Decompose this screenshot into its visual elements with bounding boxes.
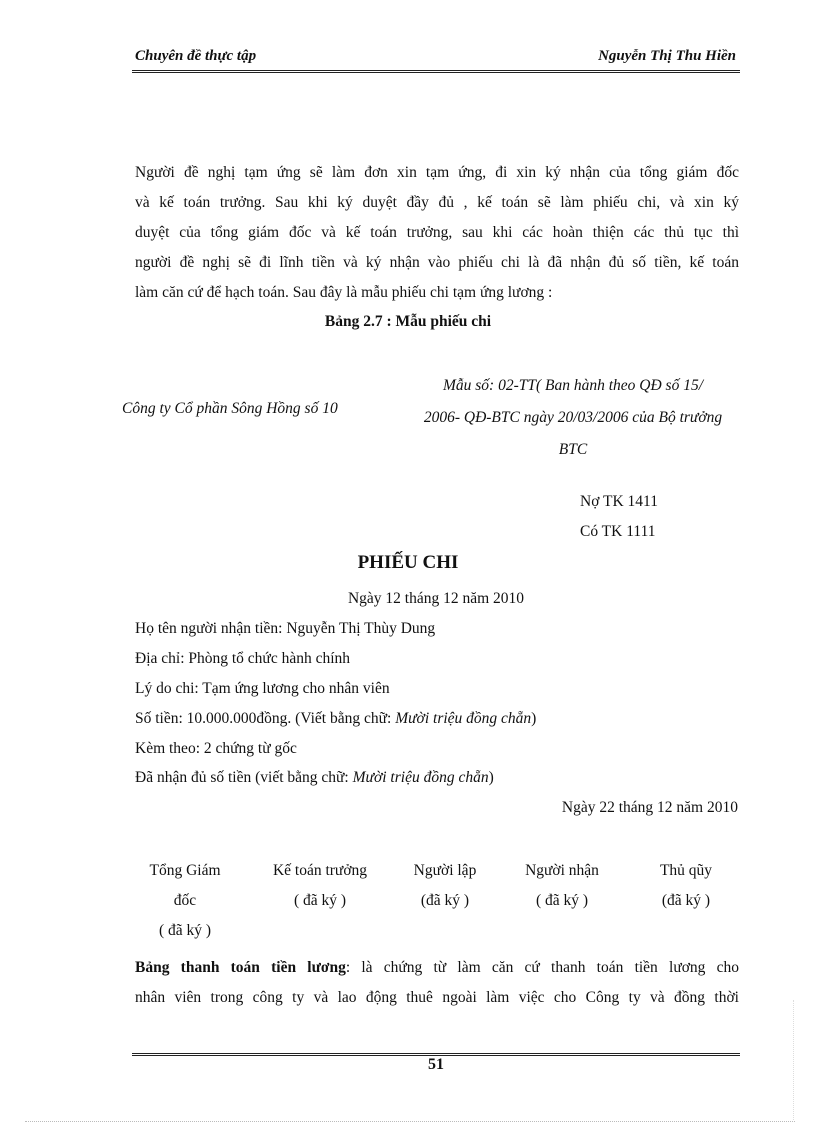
signature-role: Thủ qũy [659,862,713,879]
reason-field: Lý do chi: Tạm ứng lương cho nhân viên [135,680,390,697]
signature-treasurer [640,856,732,916]
received-in-words: Mười triệu đồng chẵn [352,769,489,786]
signature-chief-accountant [258,856,382,916]
signature-recipient [510,856,614,916]
recipient-field: Họ tên người nhận tiền: Nguyễn Thị Thùy Dung [135,620,436,637]
payroll-line: nhân viên trong công ty và lao động thuê ngoài làm việc cho Công ty và đồng thời [135,989,739,1006]
intro-line: Người đề nghị tạm ứng sẽ làm đơn xin tạm ứng, đi xin ký nhận của tổng giám đốc [135,164,739,181]
intro-line: và kế toán trưởng. Sau khi ký duyệt đầy đủ , kế toán sẽ làm phiếu chi, và xin ký [135,194,739,211]
attachments-field: Kèm theo: 2 chứng từ gốc [135,740,297,757]
signature-role-cont: đốc [173,892,197,909]
credit-account: Có TK 1111 [580,523,656,540]
signature-status: ( đã ký ) [158,922,212,939]
company-name: Công ty Cổ phần Sông Hồng số 10 [122,400,338,417]
voucher-title: PHIẾU CHI [357,552,459,573]
intro-line: làm căn cứ để hạch toán. Sau đây là mẫu phiếu chi tạm ứng lương : [135,284,553,301]
signature-role: Tổng Giám [149,862,221,879]
page-edge-right [793,1000,794,1120]
payroll-line [135,953,739,983]
page-number: 51 [428,1056,444,1073]
amount-in-words: Mười triệu đồng chẵn [395,710,532,727]
payroll-line-rest: : là chứng từ làm căn cứ thanh toán tiền lương cho [345,959,739,976]
signature-role: Người lập [413,862,477,879]
received-field [135,769,494,787]
signature-status: ( đã ký ) [535,892,589,909]
intro-line: duyệt của tổng giám đốc và kế toán trưởng, sau khi các hoàn thiện các thủ tục thì [135,224,739,241]
address-field: Địa chỉ: Phòng tổ chức hành chính [135,650,351,667]
amount-suffix: ) [531,710,537,727]
payroll-paragraph [135,953,739,1013]
table-caption: Bảng 2.7 : Mẫu phiếu chi [324,313,492,330]
voucher-date: Ngày 12 tháng 12 năm 2010 [347,590,525,607]
debit-account: Nợ TK 1411 [580,493,658,510]
signature-preparer [395,856,495,916]
amount-field [135,710,536,728]
form-code-line: Mẫu số: 02-TT( Ban hành theo QĐ số 15/ [442,377,704,394]
signature-status: (đã ký ) [420,892,470,909]
signature-role: Kế toán trưởng [272,862,368,879]
running-header-left: Chuyên đề thực tập [135,48,257,64]
signature-general-director [130,856,240,946]
amount-prefix: Số tiền: 10.000.000đồng. (Viết bằng chữ: [135,710,396,727]
form-code-block [398,370,748,466]
signature-status: ( đã ký ) [293,892,347,909]
form-code-line: 2006- QĐ-BTC ngày 20/03/2006 của Bộ trưởng [423,409,723,426]
intro-line: người đề nghị sẽ đi lĩnh tiền và ký nhận vào phiếu chi là đã nhận đủ số tiền, kế toán [135,254,739,271]
payroll-term: Bảng thanh toán tiền lương [135,959,346,976]
header-rule [132,70,740,75]
intro-paragraph [135,158,739,308]
running-header-right: Nguyễn Thị Thu Hiền [598,48,736,64]
signing-date: Ngày 22 tháng 12 năm 2010 [561,799,738,816]
received-prefix: Đã nhận đủ số tiền (viết bằng chữ: [135,769,353,786]
signature-role: Người nhận [525,862,599,879]
received-suffix: ) [488,769,494,786]
form-code-line: BTC [558,441,588,458]
page-edge-bottom [25,1121,795,1122]
signature-status: (đã ký ) [661,892,711,909]
